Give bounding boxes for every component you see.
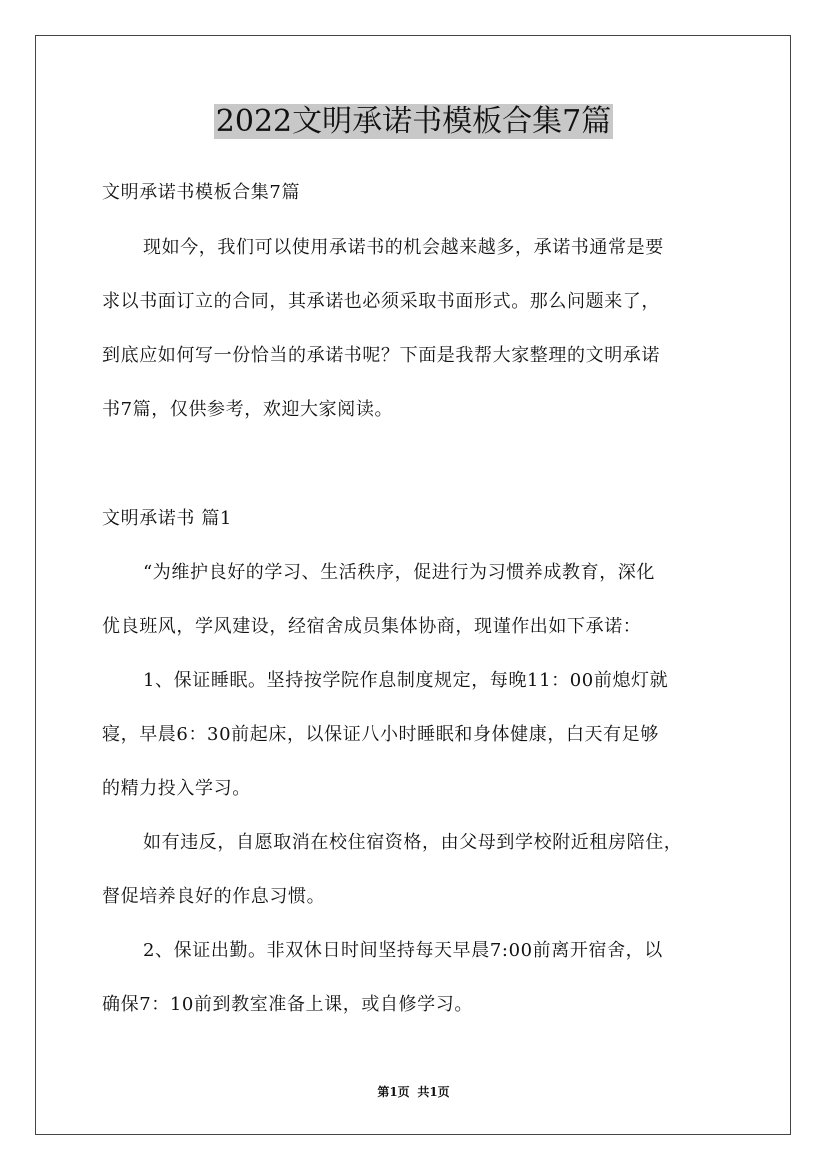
- paragraph-line: 2、保证出勤。非双休日时间坚持每天早晨7:00前离开宿舍，以: [143, 940, 663, 961]
- document-subtitle: 文明承诺书模板合集7篇: [102, 182, 301, 203]
- paragraph-line: 如有违反，自愿取消在校住宿资格，由父母到学校附近租房陪住，: [143, 832, 683, 853]
- intro-line-3: 到底应如何写一份恰当的承诺书呢？下面是我帮大家整理的文明承诺: [102, 345, 660, 366]
- intro-line-1: 现如今，我们可以使用承诺书的机会越来越多，承诺书通常是要: [143, 237, 664, 258]
- paragraph-line: 优良班风，学风建设，经宿舍成员集体协商，现谨作出如下承诺：: [102, 616, 642, 637]
- intro-line-4: 书7篇，仅供参考，欢迎大家阅读。: [102, 399, 394, 420]
- section-heading: 文明承诺书 篇1: [102, 508, 232, 529]
- page-total: 共1页: [417, 1085, 450, 1099]
- paragraph-line: “为维护良好的学习、生活秩序，促进行为习惯养成教育，深化: [143, 562, 655, 583]
- page-number: 第1页: [377, 1085, 410, 1099]
- paragraph-line: 1、保证睡眠。坚持按学院作息制度规定，每晚11：00前熄灯就: [143, 670, 669, 691]
- page-footer: [0, 1084, 827, 1100]
- paragraph-line: 的精力投入学习。: [102, 778, 251, 799]
- paragraph-line: 督促培养良好的作息习惯。: [102, 886, 326, 907]
- paragraph-line: 寝，早晨6：30前起床，以保证八小时睡眠和身体健康，白天有足够: [102, 724, 659, 745]
- intro-line-2: 求以书面订立的合同，其承诺也必须采取书面形式。那么问题来了，: [102, 291, 660, 312]
- document-title-text: 2022文明承诺书模板合集7篇: [215, 104, 612, 139]
- paragraph-line: 确保7：10前到教室准备上课，或自修学习。: [102, 994, 473, 1015]
- document-title: [0, 102, 827, 142]
